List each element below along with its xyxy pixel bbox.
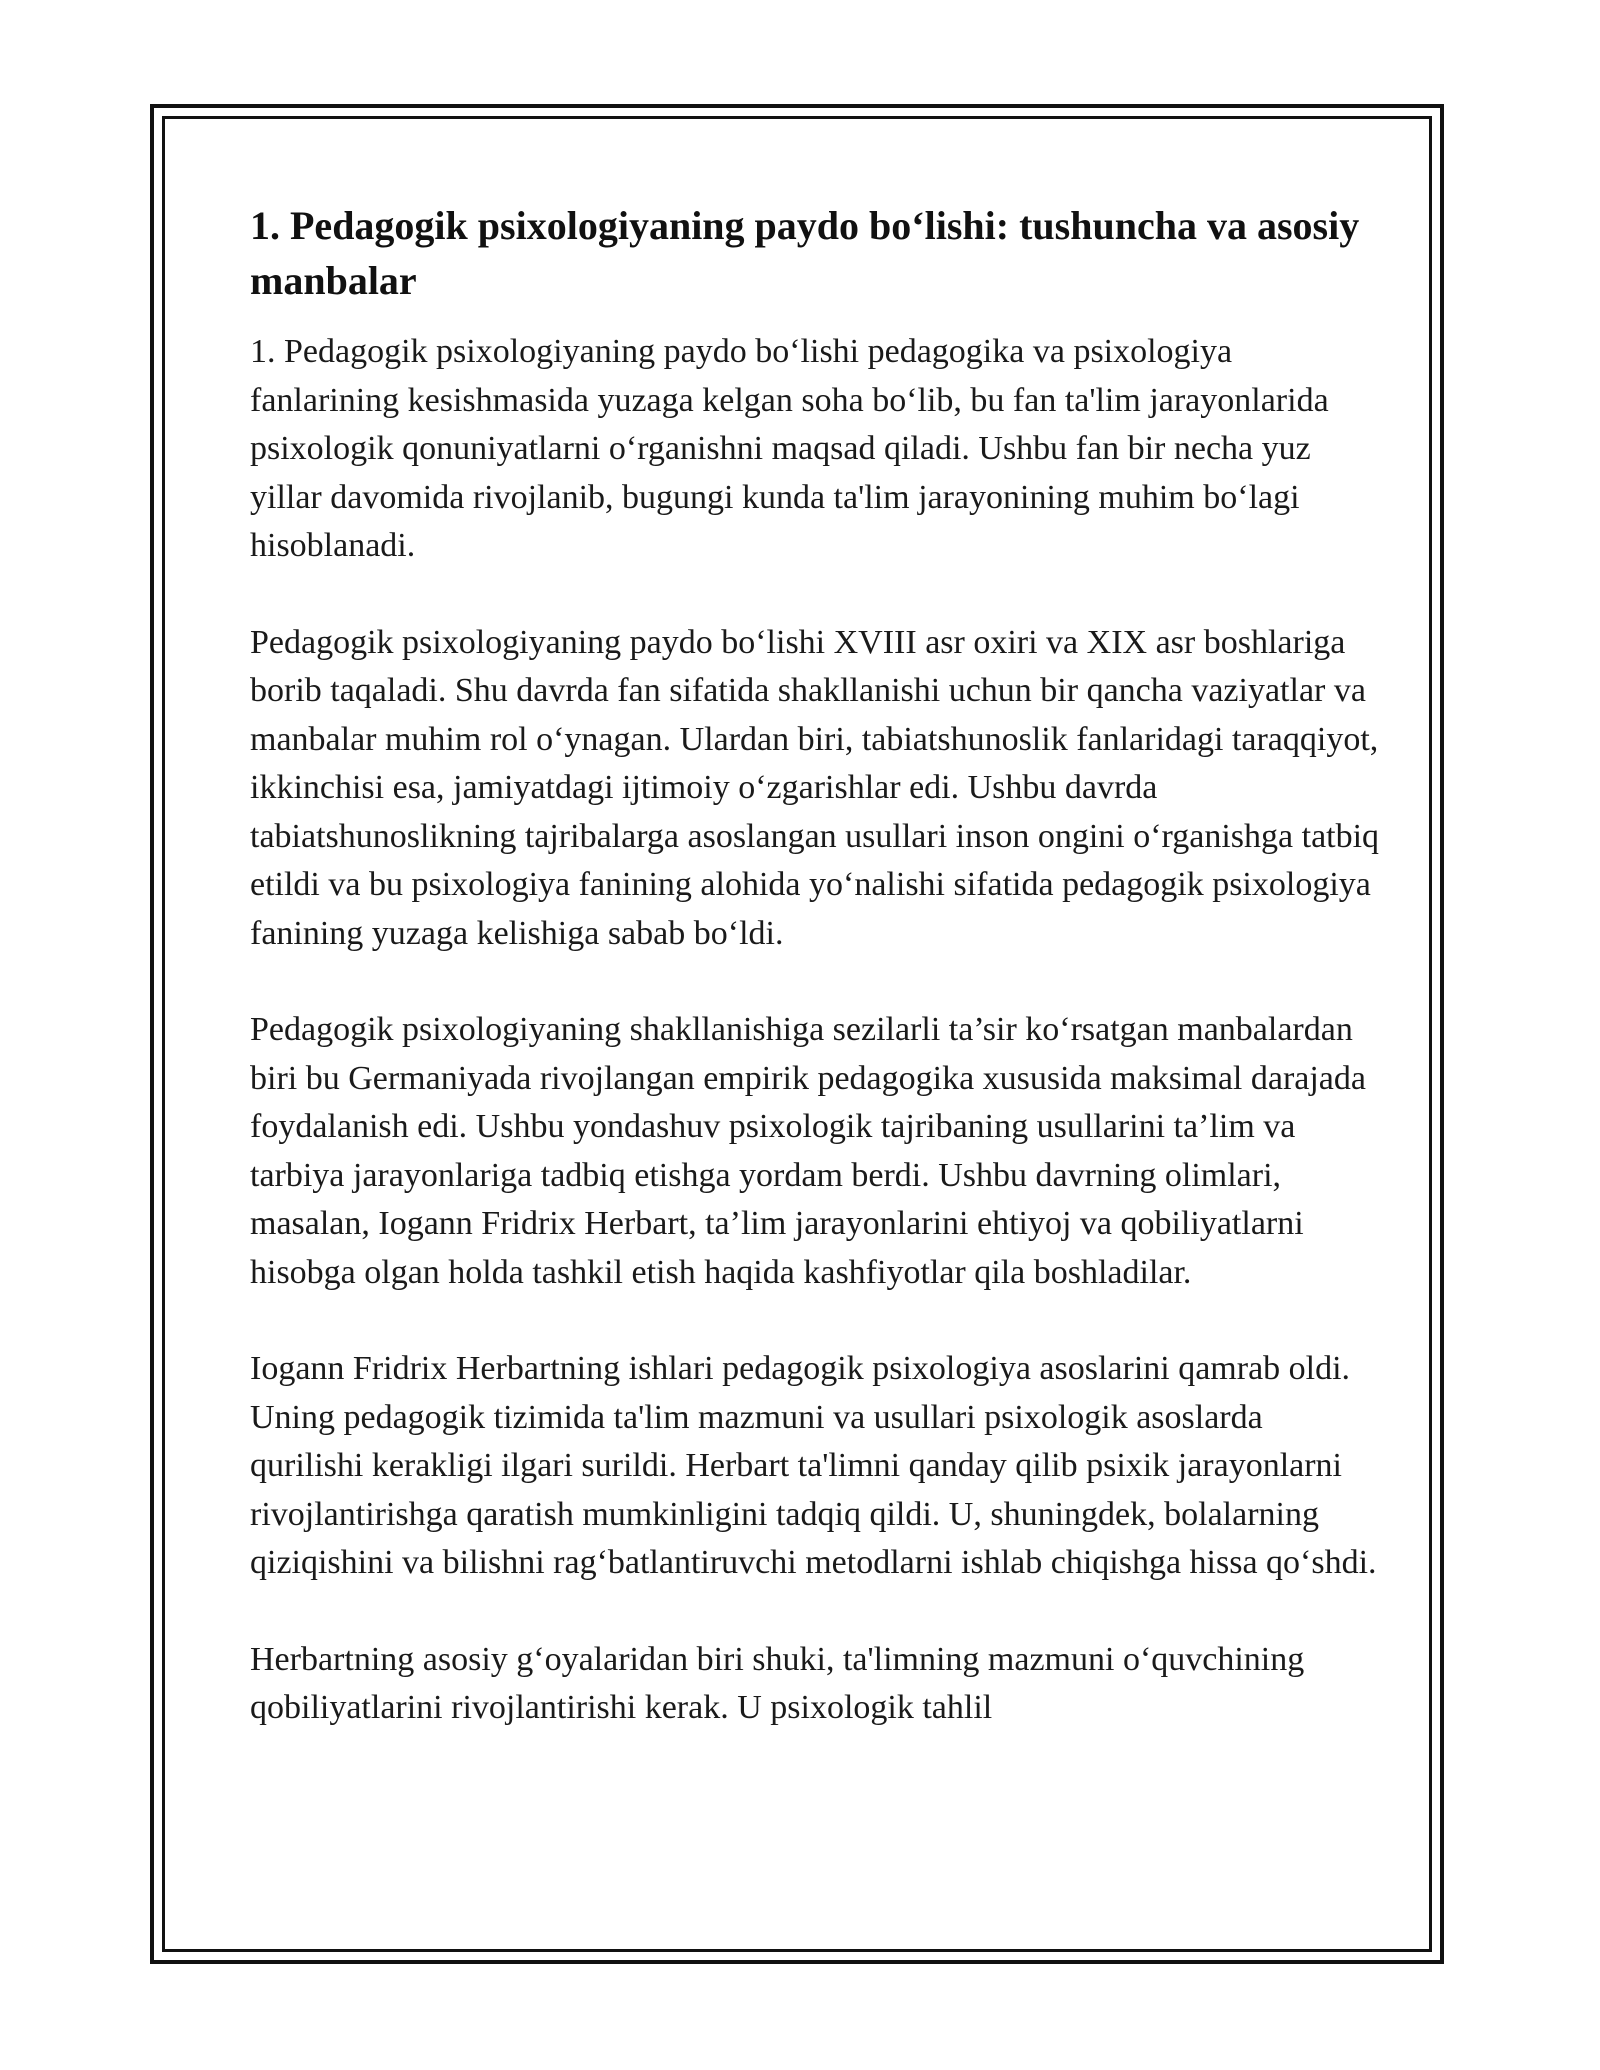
paragraph-5: Herbartning asosiy g‘oyalaridan biri shuki, ta'limning mazmuni o‘quvchining qobiliyatlarini rivojlantirishi kerak. U psixologik tahlil <box>250 1640 1305 1726</box>
paragraph-2: Pedagogik psixologiyaning paydo bo‘lishi XVIII asr oxiri va XIX asr boshlariga borib taqaladi. Shu davrda fan sifatida shakllanishi uchun bir qancha vaziyatlar va manbalar muhim rol o‘ynagan. Ulardan biri, tabiatshunoslik fanlaridagi taraqqiyot, ikkinchisi esa, jamiyatdagi ijtimoiy o‘zgarishlar edi. Ushbu davrda tabiatshunoslikning tajribalarga asoslangan usullari inson ongini o‘rganishga tatbiq etildi va bu psixologiya fanining alohida yo‘nalishi sifatida pedagogik psixologiya fanining yuzaga kelishiga sabab bo‘ldi. <box>250 623 1380 952</box>
section-heading: 1. Pedagogik psixologiyaning paydo bo‘lishi: tushuncha va asosiy manbalar <box>250 203 1360 303</box>
paragraph-3: Pedagogik psixologiyaning shakllanishiga sezilarli ta’sir ko‘rsatgan manbalardan biri bu Germaniyada rivojlangan empirik pedagogika xususida maksimal darajada foydalanish edi. Ushbu yondashuv psixologik tajribaning usullarini ta’lim va tarbiya jarayonlariga tadbiq etishga yordam berdi. Ushbu davrning olimlari, masalan, Iogann Fridrix Herbart, ta’lim jarayonlarini ehtiyoj va qobiliyatlarni hisobga olgan holda tashkil etish haqida kashfiyotlar qila boshladilar. <box>250 1011 1366 1291</box>
paragraph-1: 1. Pedagogik psixologiyaning paydo bo‘lishi pedagogika va psixologiya fanlarining kesishmasida yuzaga kelgan soha bo‘lib, bu fan ta'lim jarayonlarida psixologik qonuniyatlarni o‘rganishni maqsad qiladi. Ushbu fan bir necha yuz yillar davomida rivojlanib, bugungi kunda ta'lim jarayonining muhim bo‘lagi hisoblanadi. <box>250 333 1329 564</box>
page-border-outer <box>150 104 1444 1964</box>
paragraph-4: Iogann Fridrix Herbartning ishlari pedagogik psixologiya asoslarini qamrab oldi. Uning pedagogik tizimida ta'lim mazmuni va usullari psixologik asoslarda qurilishi kerakligi ilgari surildi. Herbart ta'limni qanday qilib psixik jarayonlarni rivojlantirishga qaratish mumkinligini tadqiq qildi. U, shuningdek, bolalarning qiziqishini va bilishni rag‘batlantiruvchi metodlarni ishlab chiqishga hissa qo‘shdi. <box>250 1350 1377 1581</box>
document-body <box>250 198 1380 1781</box>
page-border-inner <box>162 116 1432 1952</box>
